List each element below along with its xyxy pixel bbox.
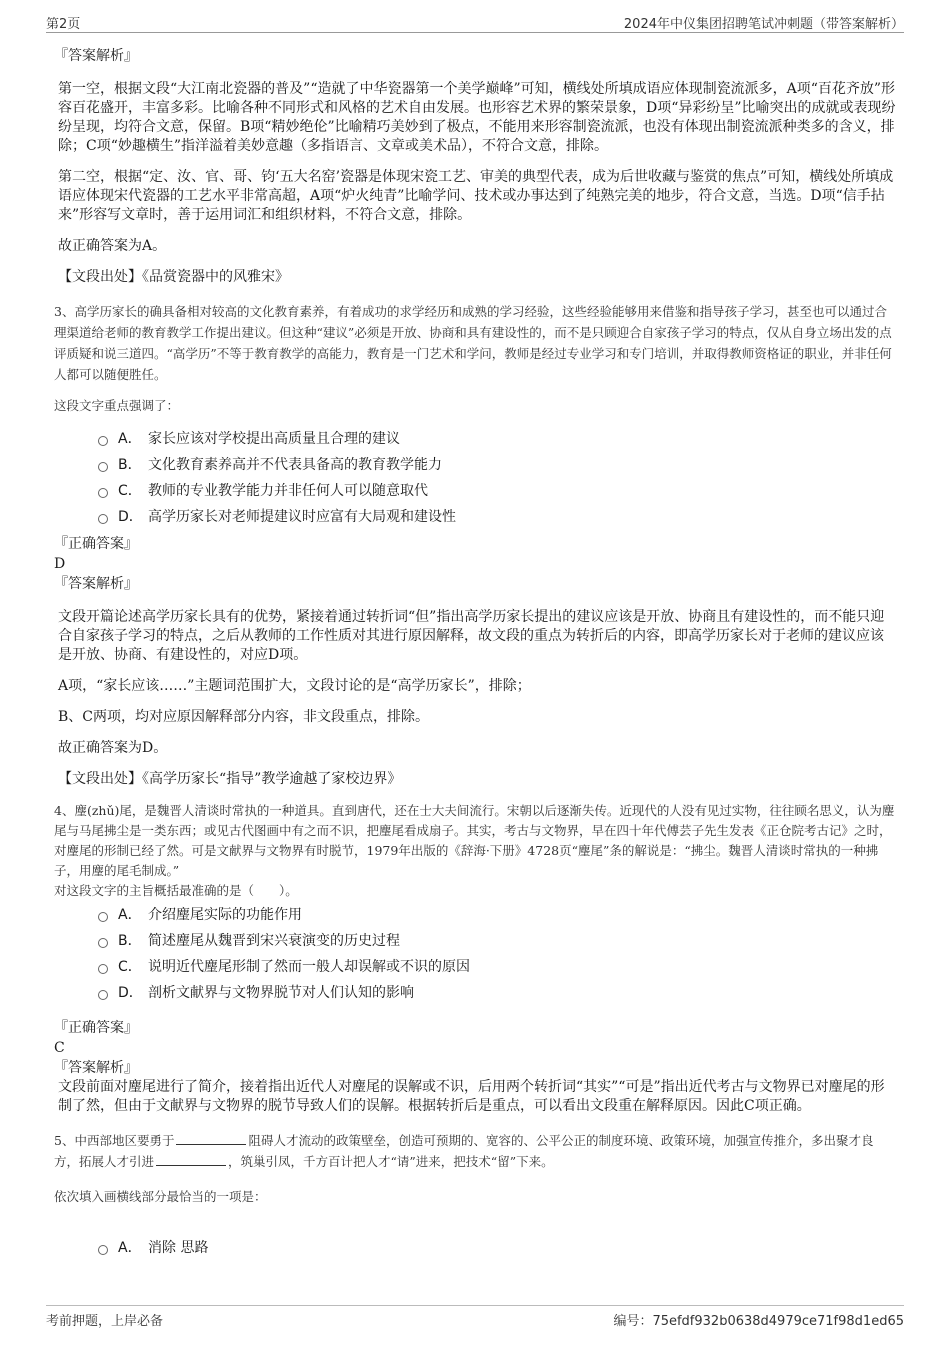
q2-conclusion: 故正确答案为A。 [58,238,167,254]
q4-analysis-label: 『答案解析』 [54,1060,138,1076]
page-footer [46,1305,904,1329]
q3-stem: 3、高学历家长的确具备相对较高的文化教育素养，有着成功的求学经历和成熟的学习经验，这些经验能够用来借鉴和指导孩子学习，甚至也可以通过合理渠道给老师的教育教学工作提出建议。但这种“建议”必须是开放、协商和具有建设性的，而不是只顾迎合自家孩子学习的特点，仅从自身立场出发的点评质疑和说三道四。“高学历”不等于教育教学的高能力，教育是一门艺术和学问，教师是经过专业学习和专门培训，并取得教师资格证的职业，并非任何人都可以随便胜任。 [54,304,892,382]
q4-analysis-p1: 文段前面对麈尾进行了简介，接着指出近代人对麈尾的误解或不识，后用两个转折词“其实”“可是”指出近代考古与文物界已对麈尾的形制了然，但由于文献界与文物界的脱节导致人们的误解。根据转折后是重点，可以看出文段重在解释原因。因此C项正确。 [58,1079,885,1114]
q4-answer: C [54,1040,65,1056]
radio-icon[interactable] [98,462,108,472]
radio-icon[interactable] [98,488,108,498]
radio-icon[interactable] [98,938,108,948]
footer-slogan: 考前押题，上岸必备 [46,1314,164,1329]
q3-option-d[interactable]: D． 高学历家长对老师提建议时应富有大局观和建设性 [98,504,896,530]
q3-option-c[interactable]: C． 教师的专业教学能力并非任何人可以随意取代 [98,478,896,504]
q3-answer: D [54,556,66,572]
page-number: 第2页 [46,17,81,32]
q3-analysis-p1: 文段开篇论述高学历家长具有的优势，紧接着通过转折词“但”指出高学历家长提出的建议应该是开放、协商且有建设性的，而不能只迎合自家孩子学习的特点，之后从教师的工作性质对其进行原因解释，故文段的重点为转折后的内容，即高学历家长对于老师的建议应该是开放、协商、有建设性的，对应D项。 [58,609,885,663]
q3-conclusion: 故正确答案为D。 [58,740,168,756]
page-header [46,10,904,33]
q4-stem: 4、麈(zhǔ)尾，是魏晋人清谈时常执的一种道具。直到唐代，还在士大夫间流行。宋朝以后逐渐失传。近现代的人没有见过实物，往往顾名思义，认为麈尾与马尾拂尘是一类东西；或见古代图画中有之而不识，把麈尾看成扇子。其实，考古与文物界，早在四十年代傅芸子先生发表《正仓院考古记》之时，对麈尾的形制已经了然。可是文献界与文物界有时脱节，1979年出版的《辞海·下册》4728页“麈尾”条的解说是：“拂尘。魏晋人清谈时常执的一种拂子，用麈的尾毛制成。” [54,803,895,878]
radio-icon[interactable] [98,990,108,1000]
q3-source: 【文段出处】《高学历家长“指导”教学逾越了家校边界》 [58,771,402,787]
q3-options [54,426,896,530]
q3-question: 这段文字重点强调了： [54,398,180,413]
q4-option-a[interactable]: A． 介绍麈尾实际的功能作用 [98,902,896,928]
radio-icon[interactable] [98,912,108,922]
blank-1 [176,1132,246,1145]
q5-options [54,1235,896,1261]
q4-answer-label: 『正确答案』 [54,1020,138,1036]
q4-options [54,902,896,1006]
q3-analysis-label: 『答案解析』 [54,576,138,592]
q2-source: 【文段出处】《品赏瓷器中的风雅宋》 [58,269,289,285]
q4-question: 对这段文字的主旨概括最准确的是（ ）。 [54,883,298,898]
q5-stem: 5、中西部地区要勇于 阻碍人才流动的政策壁垒，创造可预期的、宽容的、公平公正的制度环境、政策环境，加强宣传推介，多出聚才良方，拓展人才引进 ，筑巢引凤，千方百计把人才“请”进来，把技术“留”下来。 [54,1133,874,1169]
radio-icon[interactable] [98,514,108,524]
q3-analysis-p2: A项，“家长应该……”主题词范围扩大，文段讨论的是“高学历家长”，排除； [58,678,531,694]
q3-analysis-p3: B、C两项，均对应原因解释部分内容，非文段重点，排除。 [58,709,429,725]
q3-answer-label: 『正确答案』 [54,536,138,552]
document-body [54,46,896,1261]
q2-analysis-label: 『答案解析』 [54,48,138,64]
q5-option-a[interactable]: A． 消除 思路 [98,1235,896,1261]
q2-analysis-p2: 第二空，根据“定、汝、官、哥、钧‘五大名窑’瓷器是体现宋瓷工艺、审美的典型代表，成为后世收藏与鉴赏的焦点”可知，横线处所填成语应体现宋代瓷器的工艺水平非常高超，A项“炉火纯青”比喻学问、技术或办事达到了纯熟完美的地步，符合文意，当选。D项“信手拈来”形容写文章时，善于运用词汇和组织材料，不符合文意，排除。 [58,169,894,223]
radio-icon[interactable] [98,964,108,974]
q3-option-a[interactable]: A． 家长应该对学校提出高质量且合理的建议 [98,426,896,452]
document-title: 2024年中仪集团招聘笔试冲刺题（带答案解析） [623,17,904,32]
radio-icon[interactable] [98,1245,108,1255]
q4-option-c[interactable]: C． 说明近代麈尾形制了然而一般人却误解或不识的原因 [98,954,896,980]
q5-question: 依次填入画横线部分最恰当的一项是： [54,1189,267,1204]
q4-option-b[interactable]: B． 简述麈尾从魏晋到宋兴衰演变的历史过程 [98,928,896,954]
q2-analysis-p1: 第一空，根据文段“大江南北瓷器的普及”“造就了中华瓷器第一个美学巅峰”可知，横线处所填成语应体现制瓷流派多，A项“百花齐放”形容百花盛开，丰富多彩。比喻各种不同形式和风格的艺术自由发展。也形容艺术界的繁荣景象，D项“异彩纷呈”比喻突出的成就或表现纷纷呈现，均符合文意，保留。B项“精妙绝伦”比喻精巧美妙到了极点，不能用来形容制瓷流派，也没有体现出制瓷流派种类多的含义，排除；C项“妙趣横生”指洋溢着美妙意趣（多指语言、文章或美术品），不符合文意，排除。 [58,81,896,154]
document-id: 编号：75efdf932b0638d4979ce71f98d1ed65 [613,1314,904,1329]
q4-option-d[interactable]: D． 剖析文献界与文物界脱节对人们认知的影响 [98,980,896,1006]
blank-2 [156,1153,226,1166]
q3-option-b[interactable]: B． 文化教育素养高并不代表具备高的教育教学能力 [98,452,896,478]
radio-icon[interactable] [98,436,108,446]
